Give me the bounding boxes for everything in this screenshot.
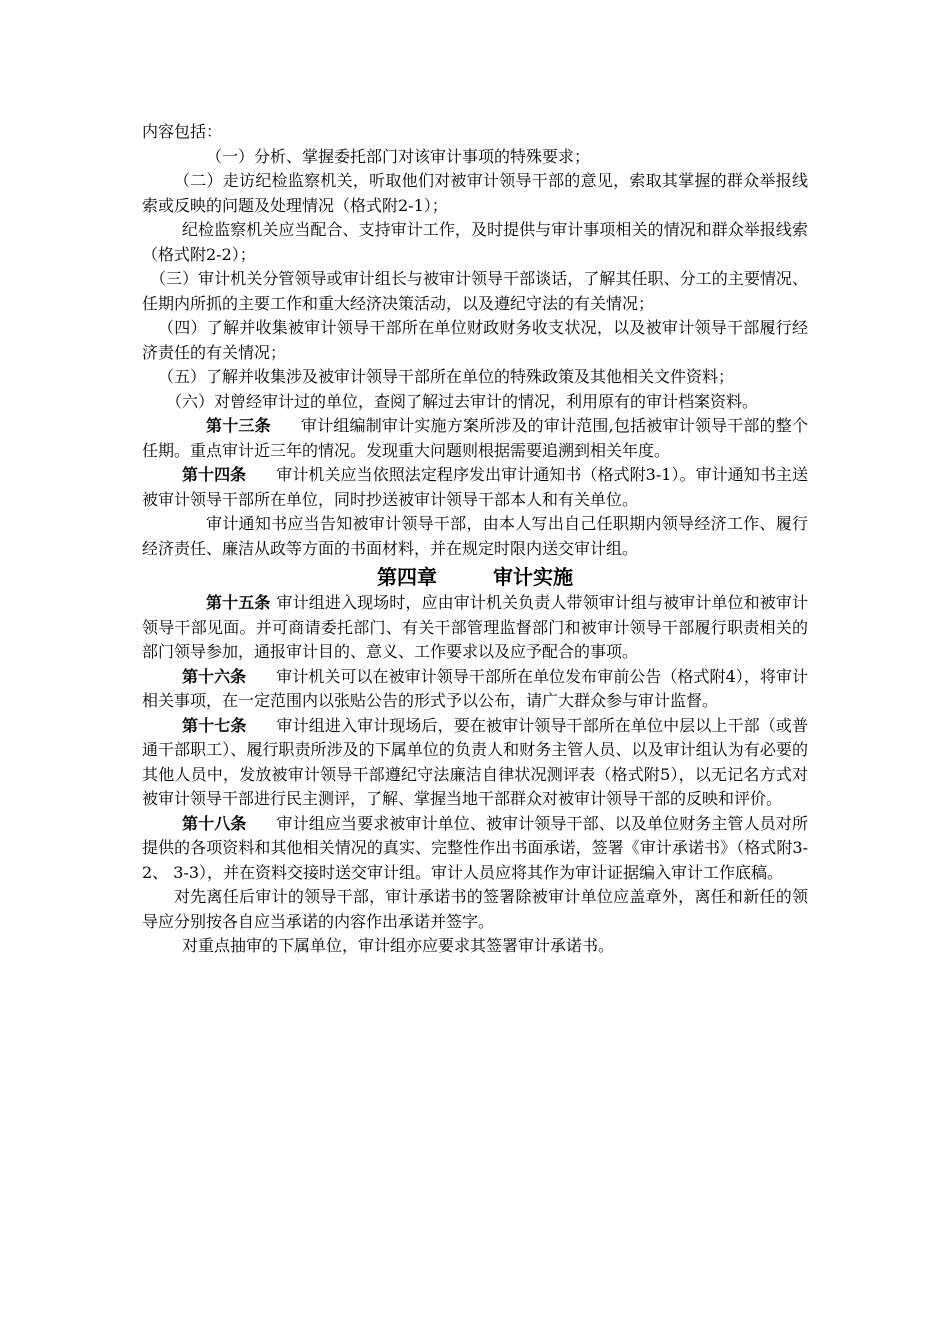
article-18-label: 第十八条 <box>182 813 247 833</box>
chapter-number: 第四章 <box>377 565 437 589</box>
article-18-extra-2: 对重点抽审的下属单位，审计组亦应要求其签署审计承诺书。 <box>182 936 615 955</box>
article-14 <box>142 463 808 512</box>
chapter-heading <box>142 563 808 591</box>
article-14-extra: 审计通知书应当告知被审计领导干部，由本人写出自己任职期内领导经济工作、履行经济责任、廉洁从政等方面的书面材料，并在规定时限内送交审计组。 <box>142 514 808 558</box>
paragraph-content-intro: 内容包括： <box>142 122 223 141</box>
article-17 <box>142 714 808 812</box>
paragraph-item-3: （三）审计机关分管领导或审计组长与被审计领导干部谈话，了解其任职、分工的主要情况、任期内所抓的主要工作和重大经济决策活动，以及遵纪守法的有关情况； <box>142 269 808 313</box>
article-17-label: 第十七条 <box>182 715 247 735</box>
paragraph-item-2: （二）走访纪检监察机关，听取他们对被审计领导干部的意见，索取其掌握的群众举报线索或反映的问题及处理情况（格式附2-1）； <box>142 171 808 215</box>
article-14-text: 审计机关应当依照法定程序发出审计通知书（格式附3-1）。审计通知书主送被审计领导干部所在单位，同时抄送被审计领导干部本人和有关单位。 <box>142 465 808 509</box>
article-16-text: 审计机关可以在被审计领导干部所在单位发布审前公告（格式附4），将审计相关事项，在一定范围内以张贴公告的形式予以公布，请广大群众参与审计监督。 <box>142 666 808 710</box>
article-16 <box>142 665 808 714</box>
article-14-label: 第十四条 <box>182 465 247 484</box>
article-15-label: 第十五条 <box>206 593 271 612</box>
article-13-label: 第十三条 <box>206 416 271 435</box>
article-16-label: 第十六条 <box>182 666 247 686</box>
paragraph-item-6: （六）对曾经审计过的单位，查阅了解过去审计的情况，利用原有的审计档案资料。 <box>166 391 759 411</box>
paragraph-item-5: （五）了解并收集涉及被审计领导干部所在单位的特殊政策及其他相关文件资料； <box>158 367 735 386</box>
article-18-extra-1: 对先离任后审计的领导干部，审计承诺书的签署除被审计单位应盖章外，离任和新任的领导应分别按各自应当承诺的内容作出承诺并签字。 <box>142 887 808 931</box>
article-15 <box>142 591 808 665</box>
paragraph-item-1: （一）分析、掌握委托部门对该审计事项的特殊要求； <box>206 146 591 166</box>
chapter-title: 审计实施 <box>493 565 573 589</box>
article-13-text: 审计组编制审计实施方案所涉及的审计范围,包括被审计领导干部的整个任期。重点审计近三年的情况。发现重大问题则根据需要追溯到相关年度。 <box>142 416 808 460</box>
article-17-text: 审计组进入审计现场后，要在被审计领导干部所在单位中层以上干部（或普通干部职工）、履行职责所涉及的下属单位的负责人和财务主管人员、以及审计组认为有必要的其他人员中，发放被审计领导干部遵纪守法廉洁自律状况测评表（格式附5），以无记名方式对被审计领导干部进行民主测评，了解、掌握当地干部群众对被审计领导干部的反映和评价。 <box>142 715 808 808</box>
article-13 <box>142 414 808 463</box>
article-15-text: 审计组进入现场时，应由审计机关负责人带领审计组与被审计单位和被审计领导干部见面。并可商请委托部门、有关干部管理监督部门和被审计领导干部履行职责相关的部门领导参加，通报审计目的、意义、工作要求以及应予配合的事项。 <box>142 593 808 661</box>
paragraph-item-2-note: 纪检监察机关应当配合、支持审计工作，及时提供与审计事项相关的情况和群众举报线索（格式附2-2）； <box>142 220 808 264</box>
document-page <box>142 120 808 959</box>
article-18-text: 审计组应当要求被审计单位、被审计领导干部、以及单位财务主管人员对所提供的各项资料和其他相关情况的真实、完整性作出书面承诺，签署《审计承诺书》（格式附3-2、 3-3），并在资料交接时送交审计组。审计人员应将其作为审计证据编入审计工作底稿。 <box>142 813 808 882</box>
paragraph-item-4: （四）了解并收集被审计领导干部所在单位财政财务收支状况，以及被审计领导干部履行经济责任的有关情况； <box>142 318 808 362</box>
article-18 <box>142 812 808 886</box>
